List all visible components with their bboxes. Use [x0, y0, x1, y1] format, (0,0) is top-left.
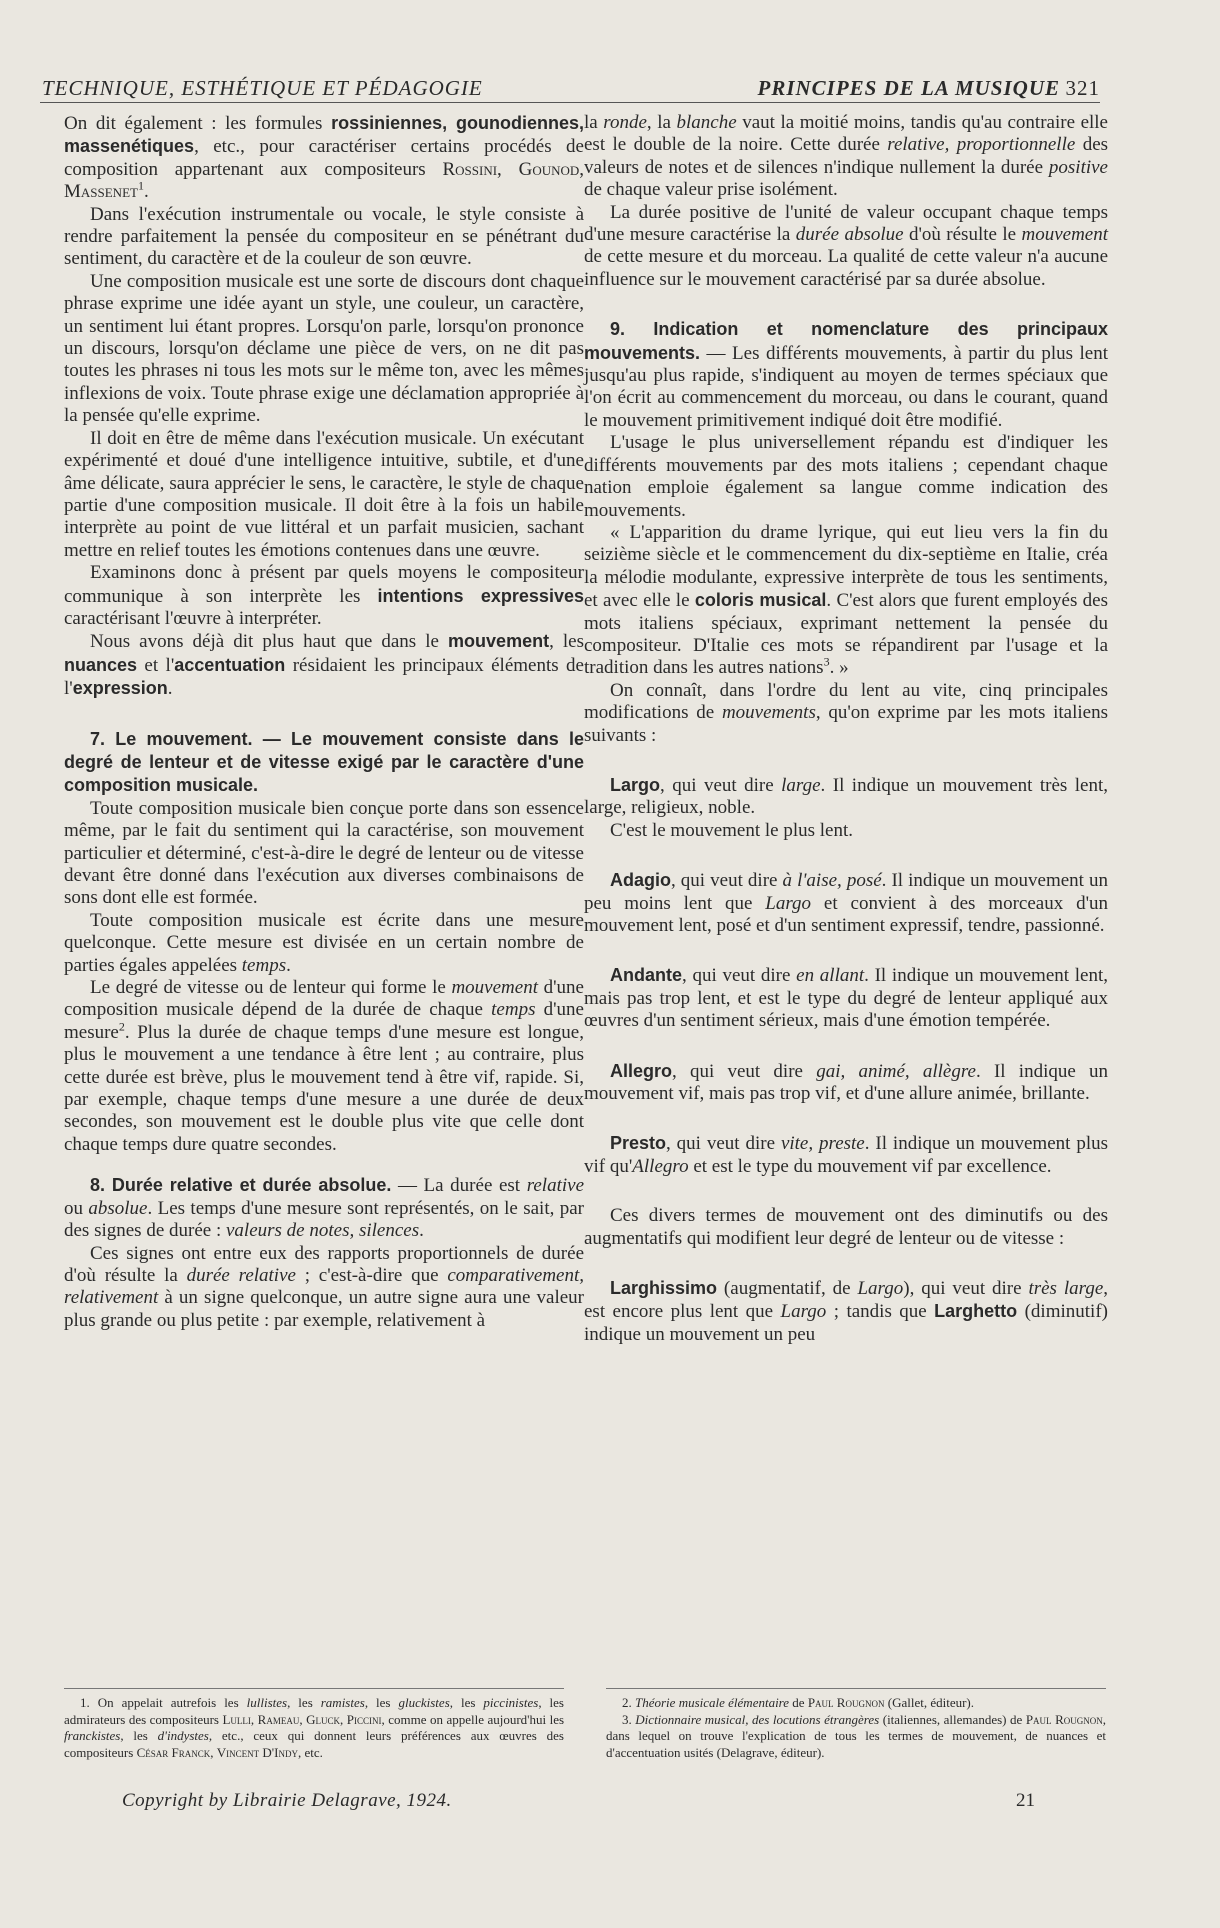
paragraph: Largo, qui veut dire large. Il indique un mouvement très lent, large, religieux, noble.	[584, 774, 1108, 819]
folio-number: 21	[1016, 1790, 1035, 1811]
paragraph: Adagio, qui veut dire à l'aise, posé. Il indique un mouvement un peu moins lent que Largo et convient à des morceaux d'un mouvement lent, posé et d'un sentiment expressif, tendre, passionné.	[584, 870, 1108, 936]
footnote: 2. Théorie musicale élémentaire de Paul Rougnon (Gallet, éditeur).	[622, 1695, 974, 1710]
paragraph: Examinons donc à présent par quels moyens le compositeur communique à son interprète les intentions expressives caractérisant l'œuvre à interpréter.	[64, 562, 584, 629]
paragraph: La durée positive de l'unité de valeur occupant chaque temps d'une mesure caractérise la durée absolue d'où résulte le mouvement de cette mesure et du morceau. La qualité de cette valeur n'a aucune influence sur le mouvement caractérisé par sa durée absolue.	[584, 201, 1109, 290]
paragraph: 9. Indication et nomenclature des principaux mouvements. — Les différents mouvements, à partir du plus lent jusqu'au plus rapide, s'indiquent au moyen de termes spéciaux que l'on écrit au commencement du morceau, ou dans le courant, quand le mouvement primitivement indiqué doit être modifié.	[584, 319, 1108, 431]
paragraph: Nous avons déjà dit plus haut que dans le mouvement, les nuances et l'accentuation résidaient les principaux éléments de l'expression.	[64, 631, 584, 700]
paragraph: Allegro, qui veut dire gai, animé, allègre. Il indique un mouvement vif, mais pas trop vif, et d'une allure animée, brillante.	[584, 1060, 1109, 1105]
footnotes-left	[64, 1688, 564, 1761]
paragraph: On dit également : les formules rossiniennes, gounodiennes, massenétiques, etc., pour caractériser certains procédés de composition appartenant aux compositeurs Rossini, Gounod, Massenet$^1$.	[64, 113, 585, 203]
paragraph: 7. Le mouvement. — Le mouvement consiste dans le degré de lenteur et de vitesse exigé par le caractère d'une composition musicale.	[64, 728, 584, 796]
footnotes-right	[606, 1688, 1106, 1761]
header-right-title: PRINCIPES DE LA MUSIQUE	[757, 76, 1060, 100]
footnote: 1. On appelait autrefois les lullistes, les ramistes, les gluckistes, les piccinistes, les admirateurs des compositeurs Lulli, Rameau, Gluck, Piccini, comme on appelle aujourd'hui les franckistes, les d'indystes, etc., ceux qui donnent leurs préférences aux œuvres des compositeurs César Franck, Vincent D'Indy, etc.	[64, 1695, 565, 1760]
paragraph: Il doit en être de même dans l'exécution musicale. Un exécutant expérimenté et doué d'une intelligence intuitive, subtile, et d'une âme délicate, saura apprécier le sens, le caractère, le style de chaque partie d'une composition musicale. Il doit être à la fois un habile interprète au point de vue littéral et un parfait musicien, sachant mettre en relief toutes les émotions contenues dans une œuvre.	[64, 427, 584, 561]
paragraph: Dans l'exécution instrumentale ou vocale, le style consiste à rendre parfaitement la pensée du compositeur en se pénétrant du sentiment, du caractère et de la couleur de son œuvre.	[64, 203, 584, 270]
header-page-number: 321	[1065, 76, 1100, 100]
running-header	[40, 74, 1100, 103]
left-column	[64, 112, 584, 1332]
paragraph: Ces signes ont entre eux des rapports proportionnels de durée d'où résulte la durée relative ; c'est-à-dire que comparativement, relativement à un signe quelconque, un autre signe aura une valeur plus grande ou plus petite : par exemple, relativement à	[64, 1242, 584, 1331]
paragraph: 8. Durée relative et durée absolue. — La durée est relative ou absolue. Les temps d'une mesure sont représentés, on le sait, par des signes de durée : valeurs de notes, silences.	[64, 1175, 585, 1242]
paragraph: C'est le mouvement le plus lent.	[610, 819, 853, 841]
paragraph: « L'apparition du drame lyrique, qui eut lieu vers la fin du seizième siècle et le commencement du dix-septième en Italie, créa la mélodie modulante, expressive interprète de tous les sentiments, et avec elle le coloris musical. C'est alors que furent employés des mots italiens spéciaux, exprimant nettement la pensée du compositeur. D'Italie ces mots se répandirent par l'usage et la tradition dans les autres nations$^3$. »	[584, 521, 1108, 679]
paragraph: Ces divers termes de mouvement ont des diminutifs ou des augmentatifs qui modifient leur degré de lenteur ou de vitesse :	[584, 1205, 1108, 1249]
paragraph: Toute composition musicale bien conçue porte dans son essence même, par le fait du sentiment qui la caractérise, son mouvement particulier et déterminé, c'est-à-dire le degré de lenteur ou de vitesse devant être donné dans l'exécution aux diverses combinaisons de sons dont elle est formée.	[64, 797, 584, 909]
paragraph: la ronde, la blanche vaut la moitié moins, tandis qu'au contraire elle est le double de la noire. Cette durée relative, proportionnelle des valeurs de notes et de silences n'indique nullement la durée positive de chaque valeur prise isolément.	[584, 112, 1109, 201]
paragraph: Presto, qui veut dire vite, preste. Il indique un mouvement plus vif qu'Allegro et est le type du mouvement vif par excellence.	[584, 1133, 1108, 1177]
paragraph: Toute composition musicale est écrite dans une mesure quelconque. Cette mesure est divisée en un certain nombre de parties égales appelées temps.	[64, 909, 584, 976]
right-column	[584, 112, 1108, 1346]
footnote: 3. Dictionnaire musical, des locutions étrangères (italiennes, allemandes) de Paul Rougnon, dans lequel on trouve l'explication de tous les termes de mouvement, de nuances et d'accentuation usités (Delagrave, éditeur).	[606, 1711, 1106, 1760]
paragraph: Une composition musicale est une sorte de discours dont chaque phrase exprime une idée ayant un style, une couleur, un caractère, un sentiment lui étant propres. Lorsqu'on parle, lorsqu'on prononce un discours, lorsqu'on déclame une pièce de vers, on ne dit pas toutes les phrases ni tous les mots sur le même ton, avec les mêmes inflexions de voix. Toute phrase exige une déclamation appropriée à la pensée qu'elle exprime.	[64, 270, 584, 427]
paragraph: On connaît, dans l'ordre du lent au vite, cinq principales modifications de mouvements, qu'on exprime par les mots italiens suivants :	[584, 679, 1109, 746]
header-left-title: TECHNIQUE, ESTHÉTIQUE ET PÉDAGOGIE	[42, 76, 483, 100]
paragraph: Andante, qui veut dire en allant. Il indique un mouvement lent, mais pas trop lent, et est le type du degré de lenteur appliqué aux œuvres d'un sentiment sérieux, mais d'une émotion tempérée.	[584, 965, 1108, 1032]
copyright-line: Copyright by Librairie Delagrave, 1924.	[122, 1790, 452, 1811]
paragraph: L'usage le plus universellement répandu est d'indiquer les différents mouvements par des mots italiens ; cependant chaque nation emploie également sa langue comme indication des mouvements.	[584, 432, 1108, 521]
paragraph: Larghissimo (augmentatif, de Largo), qui veut dire très large, est encore plus lent que Largo ; tandis que Larghetto (diminutif) indique un mouvement un peu	[584, 1278, 1109, 1345]
paragraph: Le degré de vitesse ou de lenteur qui forme le mouvement d'une composition musicale dépend de la durée de chaque temps d'une mesure$^2$. Plus la durée de chaque temps d'une mesure est longue, plus le mouvement a une tendance à être lent ; au contraire, plus cette durée est brève, plus le mouvement tend à être vif, rapide. Si, par exemple, chaque temps d'une mesure a une durée de deux secondes, son mouvement est le double plus vite que celle dont chaque temps dure quatre secondes.	[64, 977, 584, 1155]
